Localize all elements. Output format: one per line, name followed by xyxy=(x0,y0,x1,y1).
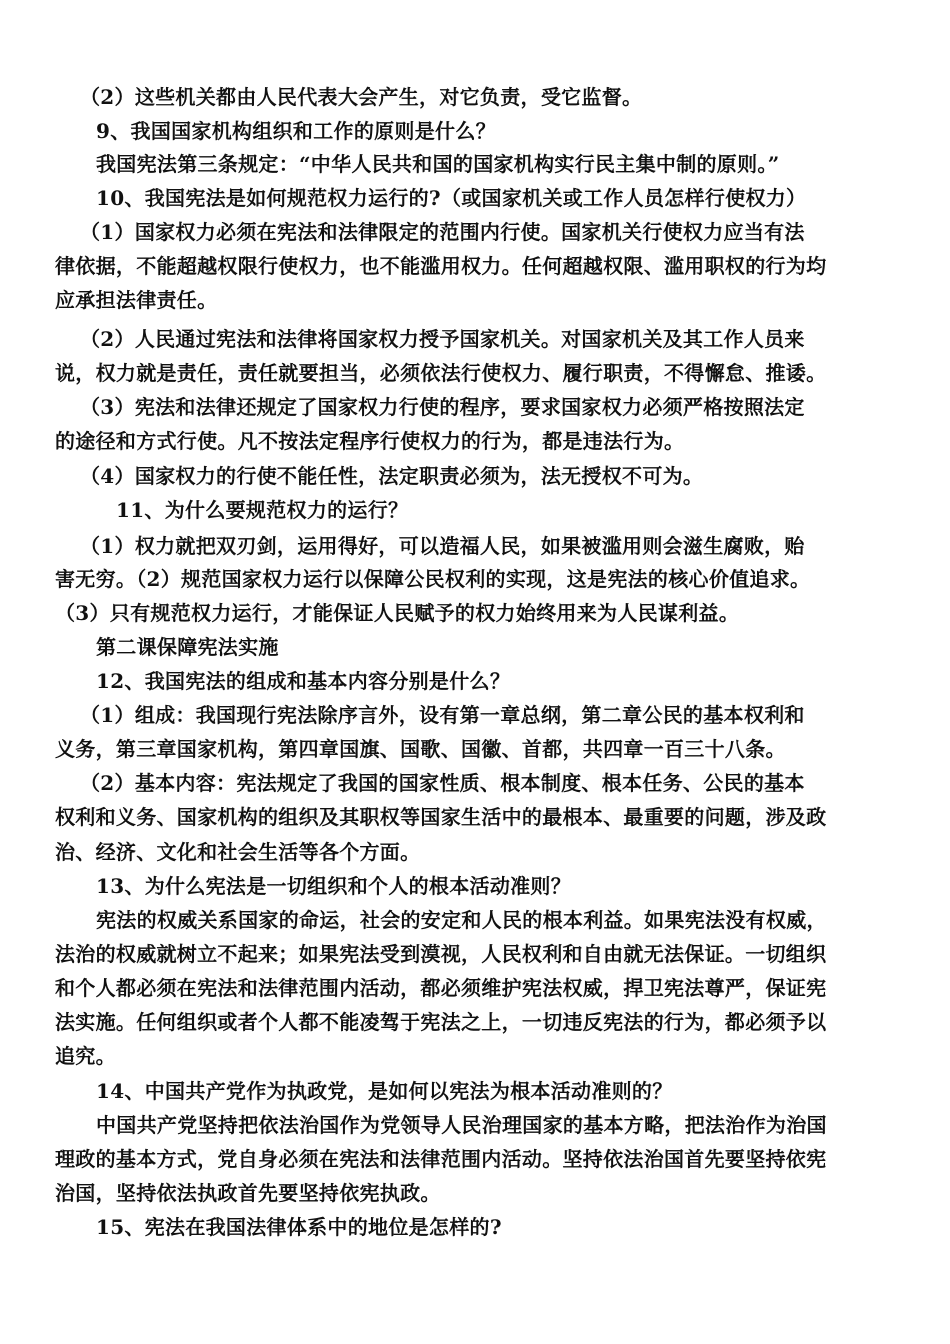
line-q12-question: 12、我国宪法的组成和基本内容分别是什么？ xyxy=(96,669,511,693)
line-q10-answer-1a: （1）国家权力必须在宪法和法律限定的范围内行使。国家机关行使权力应当有法 xyxy=(80,220,805,244)
line-q10-answer-1c: 应承担法律责任。 xyxy=(55,288,218,312)
line-q12-answer-2c: 治、经济、文化和社会生活等各个方面。 xyxy=(55,840,421,864)
line-q10-answer-4: （4）国家权力的行使不能任性，法定职责必须为，法无授权不可为。 xyxy=(80,464,704,488)
line-q9-question: 9、我国国家机构组织和工作的原则是什么？ xyxy=(96,119,496,143)
line-q12-answer-2b: 权利和义务、国家机构的组织及其职权等国家生活中的最根本、最重要的问题，涉及政 xyxy=(55,805,827,829)
section-heading-lesson-2: 第二课保障宪法实施 xyxy=(96,635,279,659)
line-q10-answer-2a: （2）人民通过宪法和法律将国家权力授予国家机关。对国家机关及其工作人员来 xyxy=(80,327,805,351)
line-q12-answer-2a: （2）基本内容：宪法规定了我国的国家性质、根本制度、根本任务、公民的基本 xyxy=(80,771,805,795)
line-q14-answer-b: 理政的基本方式，党自身必须在宪法和法律范围内活动。坚持依法治国首先要坚持依宪 xyxy=(55,1147,827,1171)
line-q13-answer-c: 和个人都必须在宪法和法律范围内活动，都必须维护宪法权威，捍卫宪法尊严，保证宪 xyxy=(55,976,827,1000)
line-q10-answer-1b: 律依据，不能超越权限行使权力，也不能滥用权力。任何超越权限、滥用职权的行为均 xyxy=(55,254,827,278)
line-q12-answer-1b: 义务，第三章国家机构，第四章国旗、国歌、国徽、首都，共四章一百三十八条。 xyxy=(55,737,786,761)
line-q15-question: 15、宪法在我国法律体系中的地位是怎样的? xyxy=(96,1215,502,1239)
line-q11-question: 11、为什么要规范权力的运行？ xyxy=(116,498,409,522)
line-q8-answer-2: （2）这些机关都由人民代表大会产生，对它负责，受它监督。 xyxy=(80,85,643,109)
line-q14-answer-a: 中国共产党坚持把依法治国作为党领导人民治理国家的基本方略，把法治作为治国 xyxy=(96,1113,827,1137)
line-q10-answer-2b: 说，权力就是责任，责任就要担当，必须依法行使权力、履行职责，不得懈怠、推诿。 xyxy=(55,361,827,385)
line-q10-answer-3b: 的途径和方式行使。凡不按法定程序行使权力的行为，都是违法行为。 xyxy=(55,429,685,453)
line-q10-question: 10、我国宪法是如何规范权力运行的?（或国家机关或工作人员怎样行使权力） xyxy=(96,186,807,210)
line-q13-answer-d: 法实施。任何组织或者个人都不能凌驾于宪法之上，一切违反宪法的行为，都必须予以 xyxy=(55,1010,827,1034)
line-q13-answer-a: 宪法的权威关系国家的命运，社会的安定和人民的根本利益。如果宪法没有权威， xyxy=(96,908,827,932)
line-q11-answer-c: （3）只有规范权力运行，才能保证人民赋予的权力始终用来为人民谋利益。 xyxy=(55,601,740,625)
line-q11-answer-b: 害无穷。（2）规范国家权力运行以保障公民权利的实现，这是宪法的核心价值追求。 xyxy=(55,567,811,591)
line-q14-answer-c: 治国，坚持依法执政首先要坚持依宪执政。 xyxy=(55,1181,441,1205)
line-q11-answer-a: （1）权力就把双刃剑，运用得好，可以造福人民，如果被滥用则会滋生腐败，贻 xyxy=(80,534,805,558)
line-q9-answer: 我国宪法第三条规定：“中华人民共和国的国家机构实行民主集中制的原则。” xyxy=(96,152,780,176)
line-q13-answer-b: 法治的权威就树立不起来；如果宪法受到漠视，人民权利和自由就无法保证。一切组织 xyxy=(55,942,827,966)
line-q13-question: 13、为什么宪法是一切组织和个人的根本活动准则？ xyxy=(96,874,572,898)
line-q14-question: 14、中国共产党作为执政党，是如何以宪法为根本活动准则的？ xyxy=(96,1079,673,1103)
line-q10-answer-3a: （3）宪法和法律还规定了国家权力行使的程序，要求国家权力必须严格按照法定 xyxy=(80,395,805,419)
line-q12-answer-1a: （1）组成：我国现行宪法除序言外，设有第一章总纲，第二章公民的基本权利和 xyxy=(80,703,805,727)
line-q13-answer-e: 追究。 xyxy=(55,1044,116,1068)
